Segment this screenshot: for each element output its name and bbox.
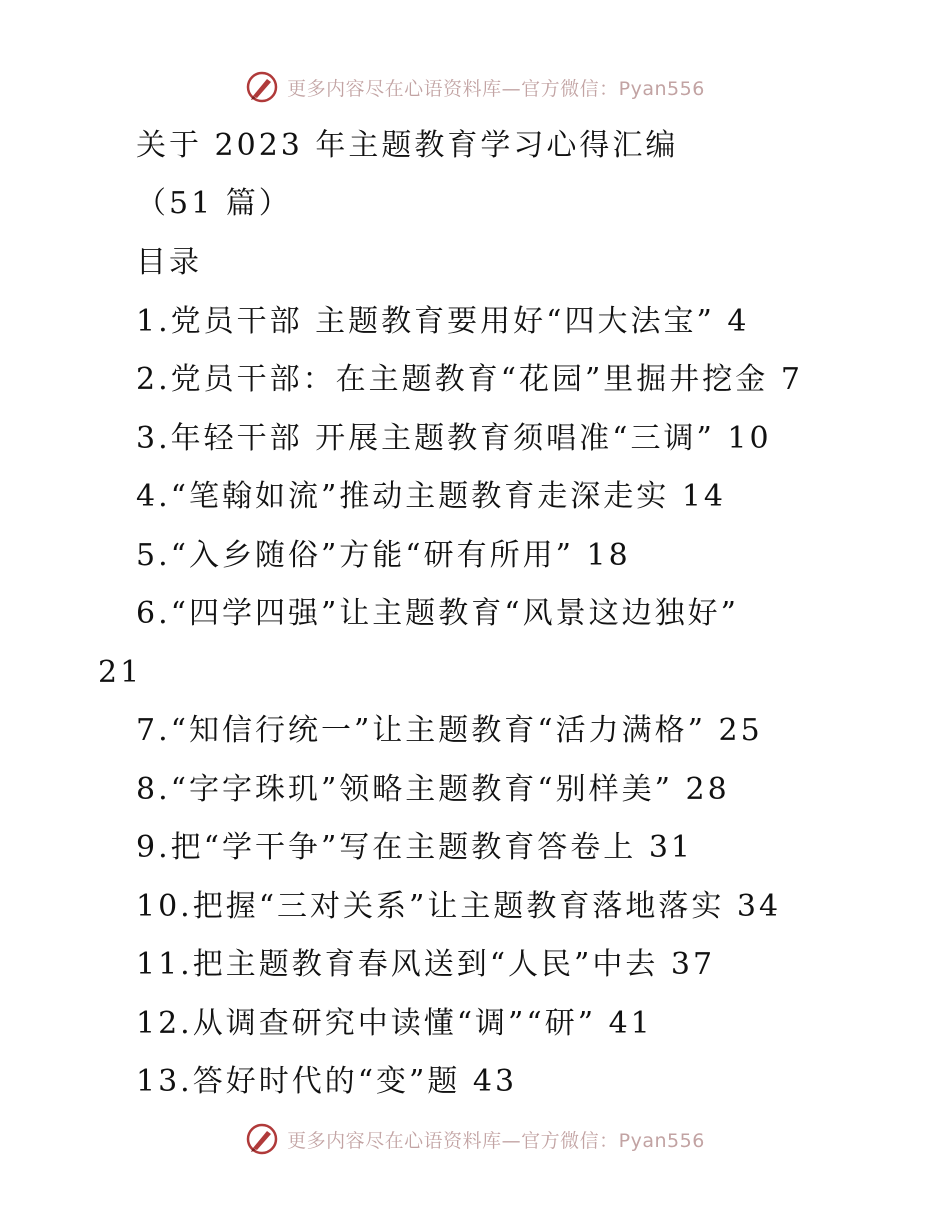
toc-item[interactable]: 10.把握“三对关系”让主题教育落地落实 34 bbox=[136, 889, 782, 924]
toc-item[interactable]: 8.“字字珠玑”领略主题教育“别样美” 28 bbox=[136, 772, 730, 807]
watermark-text: 更多内容尽在心语资料库—官方微信：Pyan556 bbox=[287, 77, 705, 100]
toc-item-page-number[interactable]: 21 bbox=[98, 655, 143, 690]
document-title: 关于 2023 年主题教育学习心得汇编 bbox=[136, 128, 679, 163]
toc-item[interactable]: 12.从调查研究中读懂“调”“研” 41 bbox=[136, 1006, 653, 1041]
toc-heading: 目录 bbox=[136, 245, 202, 280]
toc-item[interactable]: 3.年轻干部 开展主题教育须唱准“三调” 10 bbox=[136, 421, 772, 456]
watermark-banner-top bbox=[0, 70, 950, 104]
toc-item[interactable]: 9.把“学干争”写在主题教育答卷上 31 bbox=[136, 830, 694, 865]
toc-item[interactable]: 6.“四学四强”让主题教育“风景这边独好” bbox=[136, 596, 739, 631]
toc-item[interactable]: 1.党员干部 主题教育要用好“四大法宝” 4 bbox=[136, 304, 750, 339]
watermark-banner-bottom bbox=[0, 1122, 950, 1156]
toc-item[interactable]: 2.党员干部：在主题教育“花园”里掘井挖金 7 bbox=[136, 362, 803, 397]
toc-item[interactable]: 13.答好时代的“变”题 43 bbox=[136, 1064, 518, 1099]
toc-item[interactable]: 7.“知信行统一”让主题教育“活力满格” 25 bbox=[136, 713, 763, 748]
watermark-text: 更多内容尽在心语资料库—官方微信：Pyan556 bbox=[287, 1129, 705, 1152]
document-subtitle: （51 篇） bbox=[136, 186, 292, 221]
toc-item[interactable]: 4.“笔翰如流”推动主题教育走深走实 14 bbox=[136, 479, 727, 514]
pen-logo-icon bbox=[245, 1122, 279, 1156]
pen-logo-icon bbox=[245, 70, 279, 104]
toc-item[interactable]: 5.“入乡随俗”方能“研有所用” 18 bbox=[136, 538, 631, 573]
toc-item[interactable]: 11.把主题教育春风送到“人民”中去 37 bbox=[136, 947, 716, 982]
